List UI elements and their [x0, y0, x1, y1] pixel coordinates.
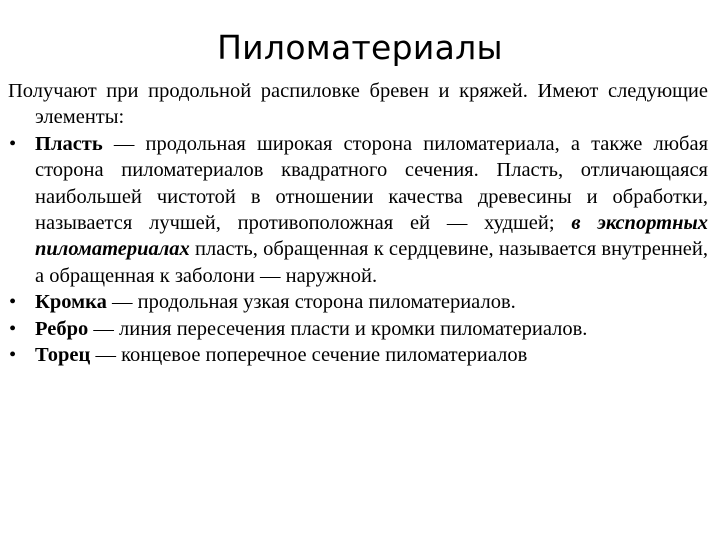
term-rebro: Ребро	[35, 317, 89, 340]
term-torets: Торец	[35, 344, 91, 367]
definition-text-continued: пласть, обращенная к сердцевине, называется внутренней, а обращенная к заболони — наружной.	[35, 238, 708, 287]
bullet-icon: •	[9, 344, 17, 367]
term-kromka: Кромка	[35, 291, 107, 314]
definition-item-rebro	[8, 316, 708, 342]
bullet-icon: •	[9, 132, 17, 155]
slide-body	[8, 78, 708, 368]
slide-title: Пиломатериалы	[217, 28, 503, 67]
definition-text: — линия пересечения пласти и кромки пиломатериалов.	[88, 317, 588, 340]
intro-paragraph: Получают при продольной распиловке бревен и кряжей. Имеют следующие элементы:	[8, 80, 708, 129]
bullet-icon: •	[9, 291, 17, 314]
definition-text: — продольная широкая сторона пиломатериала, а также любая сторона пиломатериалов квадратного сечения. Пласть, отличающаяся наибольшей чистотой в отношении качества древесины и обработки, называется лучшей, противоположная ей — худшей;	[35, 132, 708, 235]
term-plast: Пласть	[35, 132, 103, 155]
definition-text: — концевое поперечное сечение пиломатериалов	[90, 344, 528, 367]
definition-item-plast	[8, 131, 708, 289]
emphasis-text: в экспортных пиломатериалах	[35, 212, 708, 261]
bullet-icon: •	[9, 317, 17, 340]
definition-item-kromka	[8, 289, 708, 315]
definition-text: — продольная узкая сторона пиломатериалов.	[106, 291, 516, 314]
definition-item-torets	[8, 342, 708, 368]
definition-list	[8, 131, 708, 369]
